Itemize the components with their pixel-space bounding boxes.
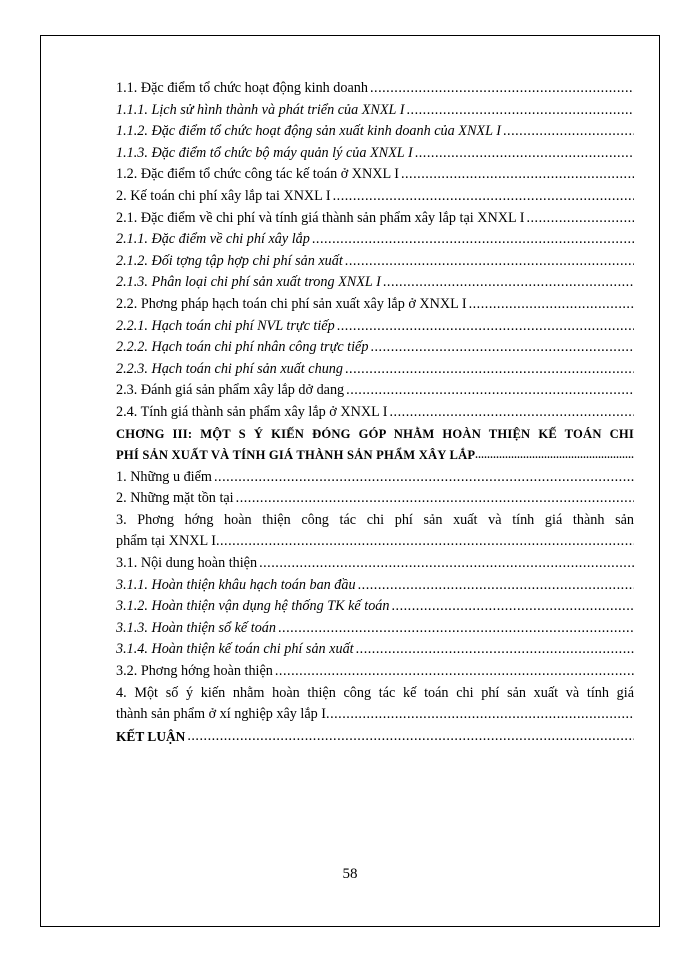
toc-entry-1-1-3 [116,143,634,165]
toc-entry-conclusion [116,726,634,748]
toc-entry-label: 2.3. Đánh giá sản phẩm xây lắp dở dang [116,382,345,399]
toc-entry-c3-2 [116,488,634,510]
toc-entry-label: 1.1.2. Đặc điểm tổ chức hoạt động sản xuất kinh doanh của XNXL I [116,123,501,140]
toc-entry-label: 1.1.1. Lịch sử hình thành và phát triển của XNXL I [116,101,405,118]
toc-entry-label: 3.1.2. Hoàn thiện vận dụng hệ thống TK kế toán [116,598,390,615]
toc-entry-label: 2. Kế toán chi phí xây lắp tai XNXL I [116,187,331,204]
table-of-contents [116,78,634,747]
toc-entry-c3-3-1-3 [116,618,634,640]
dot-leader [503,121,634,143]
toc-entry-c3-1 [116,467,634,489]
toc-entry-2 [116,186,634,208]
toc-entry-c3-3-1-1 [116,575,634,597]
toc-entry-label: 2.1.1. Đặc điểm về chi phí xây lắp [116,231,310,248]
toc-entry-1-1 [116,78,634,100]
toc-entry-1-2 [116,164,634,186]
toc-entry-label: 3.1. Nội dung hoàn thiện [116,555,258,572]
dot-leader [358,575,634,597]
toc-entry-2-1-3 [116,272,634,294]
toc-entry-label: 1.1.3. Đặc điểm tổ chức bộ máy quản lý của XNXL I [116,144,413,161]
toc-entry-c3-3-1-2 [116,596,634,618]
toc-entry-label: 2. Những mặt tồn tại [116,490,234,507]
toc-entry-2-1-1 [116,229,634,251]
toc-entry-label: 2.2.2. Hạch toán chi phí nhân công trực tiếp [116,339,369,356]
toc-entry-2-1-2 [116,251,634,273]
dot-leader [391,596,634,618]
page-number: 58 [342,866,358,882]
toc-entry-2-2-1 [116,316,634,338]
toc-entry-label: 3.1.1. Hoàn thiện khâu hạch toán ban đầu [116,576,356,593]
toc-entry-c3-3-2 [116,661,634,683]
chapter-title-line-2 [116,445,634,467]
toc-entry-label: 3.2. Phơng hớng hoàn thiện [116,663,273,680]
dot-leader [401,164,634,186]
toc-entry-label: 1.1. Đặc điểm tổ chức hoạt động kinh doanh [116,80,368,96]
dot-leader [390,402,635,424]
dot-leader [406,100,634,122]
dot-leader [278,618,634,640]
toc-entry-c3-3-1-4 [116,639,634,661]
dot-leader [415,143,634,165]
toc-entry-c3-3 [116,510,634,553]
toc-entry-label: 1.2. Đặc điểm tổ chức công tác kế toán ở XNXL I [116,166,399,183]
toc-entry-1-1-1 [116,100,634,122]
toc-entry-2-4 [116,402,634,424]
toc-entry-line-1: 3. Phơng hớng hoàn thiện công tác chi phí sản xuất và tính giá thành sản [116,511,634,528]
dot-leader [346,380,634,402]
toc-entry-2-2-2 [116,337,634,359]
dot-leader [356,639,634,661]
toc-entry-label: 2.1.3. Phân loại chi phí sản xuất trong XNXL I [116,274,381,291]
dot-leader [383,272,634,294]
dot-leader [345,251,634,273]
dot-leader [370,337,634,359]
toc-entry-c3-3-1 [116,553,634,575]
dot-leader [216,531,634,553]
chapter-title-line-2-text: PHÍ SẢN XUẤT VÀ TÍNH GIÁ THÀNH SẢN PHẨM XÂY LẮP [116,448,476,463]
chapter-title-line-1: CHƠNG III: MỘT S Ý KIẾN ĐÓNG GÓP NHẰM HOÀN THIỆN KẾ TOÁN CHI [116,426,634,441]
toc-entry-2-3 [116,380,634,402]
dot-leader [187,726,634,748]
toc-entry-label: 2.4. Tính giá thành sản phẩm xây lắp ở XNXL I [116,403,388,420]
dot-leader [333,186,634,208]
toc-entry-label: 2.1. Đặc điểm về chi phí và tính giá thành sản phẩm xây lắp tại XNXL I [116,209,525,226]
dot-leader [236,488,634,510]
toc-chapter-3 [116,424,634,467]
dot-leader [275,661,634,683]
dot-leader [259,553,634,575]
dot-leader [526,208,634,230]
dot-leader [214,467,634,489]
dot-leader [475,445,634,467]
toc-entry-c3-4 [116,683,634,726]
dot-leader [312,229,634,251]
toc-entry-line-1: 4. Một số ý kiến nhằm hoàn thiện công tác kế toán chi phí sản xuất và tính giá [116,684,634,701]
toc-entry-label: 2.2.3. Hạch toán chi phí sản xuất chung [116,360,343,377]
toc-entry-line-2-text: thành sản phẩm ở xí nghiệp xây lắp I [116,706,327,723]
dot-leader [345,359,634,381]
toc-entry-label: 1. Những u điểm [116,468,212,485]
toc-entry-label: KẾT LUẬN [116,728,186,744]
toc-entry-line-2 [116,531,634,553]
toc-entry-1-1-2 [116,121,634,143]
toc-entry-label: 3.1.4. Hoàn thiện kế toán chi phí sản xuất [116,641,354,658]
toc-entry-2-2-3 [116,359,634,381]
toc-entry-2-1 [116,208,634,230]
dot-leader [326,704,634,726]
toc-entry-label: 3.1.3. Hoàn thiện sổ kế toán [116,619,276,636]
toc-entry-label: 2.1.2. Đối tợng tập hợp chi phí sản xuất [116,252,343,269]
toc-entry-line-2 [116,704,634,726]
toc-entry-2-2 [116,294,634,316]
dot-leader [469,294,634,316]
toc-entry-line-2-text: phẩm tại XNXL I [116,533,216,550]
dot-leader [337,316,634,338]
toc-entry-label: 2.2.1. Hạch toán chi phí NVL trực tiếp [116,317,335,334]
dot-leader [370,78,634,100]
toc-entry-label: 2.2. Phơng pháp hạch toán chi phí sản xuất xây lắp ở XNXL I [116,295,467,312]
